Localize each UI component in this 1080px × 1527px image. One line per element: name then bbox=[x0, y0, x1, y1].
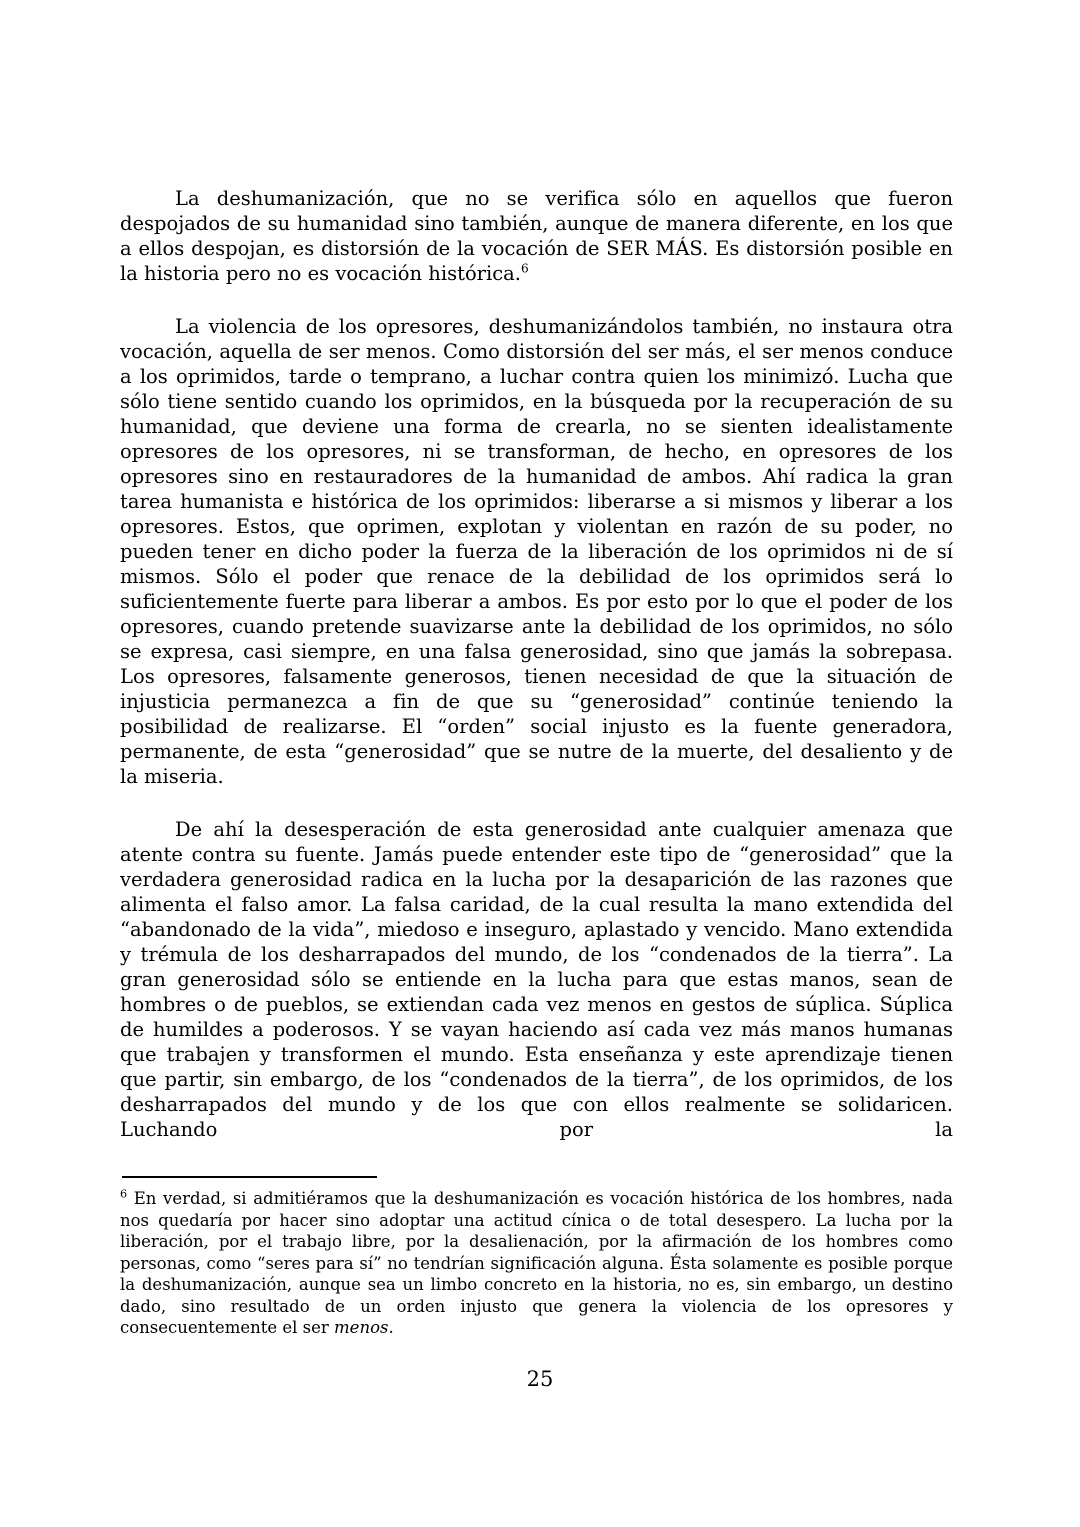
footnote-marker: 6 bbox=[120, 1187, 128, 1201]
footnote-reference: 6 bbox=[521, 261, 529, 276]
footnote-section bbox=[120, 1168, 953, 1339]
footnote bbox=[120, 1188, 953, 1339]
paragraph-1 bbox=[120, 186, 953, 286]
paragraph-1-text: La deshumanización, que no se verifica sólo en aquellos que fueron despojados de su humanidad sino también, aunque de manera diferente, en los que a ellos despojan, es distorsión de la vocación de SER MÁS. Es distorsión posible en la historia pero no es vocación histórica. bbox=[120, 187, 953, 285]
main-text bbox=[120, 186, 953, 1170]
footnote-separator-rule bbox=[122, 1176, 377, 1178]
paragraph-2: La violencia de los opresores, deshumanizándolos también, no instaura otra vocación, aquella de ser menos. Como distorsión del ser más, el ser menos conduce a los oprimidos, tarde o temprano, a luchar contra quien los minimizó. Lucha que sólo tiene sentido cuando los oprimidos, en la búsqueda por la recuperación de su humanidad, que deviene una forma de crearla, no se sienten idealistamente opresores de los opresores, ni se transforman, de hecho, en opresores de los opresores sino en restauradores de la humanidad de ambos. Ahí radica la gran tarea humanista e histórica de los oprimidos: liberarse a si mismos y liberar a los opresores. Estos, que oprimen, explotan y violentan en razón de su poder, no pueden tener en dicho poder la fuerza de la liberación de los oprimidos ni de sí mismos. Sólo el poder que renace de la debilidad de los oprimidos será lo suficientemente fuerte para liberar a ambos. Es por esto por lo que el poder de los opresores, cuando pretende suavizarse ante la debilidad de los oprimidos, no sólo se expresa, casi siempre, en una falsa generosidad, sino que jamás la sobrepasa. Los opresores, falsamente generosos, tienen necesidad de que la situación de injusticia permanezca a fin de que su “generosidad” continúe teniendo la posibilidad de realizarse. El “orden” social injusto es la fuente generadora, permanente, de esta “generosidad” que se nutre de la muerte, del desaliento y de la miseria. bbox=[120, 315, 953, 788]
page-number: 25 bbox=[526, 1367, 554, 1391]
paragraph-3: De ahí la desesperación de esta generosidad ante cualquier amenaza que atente contra su fuente. Jamás puede entender este tipo de “generosidad” que la verdadera generosidad radica en la lucha por la desaparición de las razones que alimenta el falso amor. La falsa caridad, de la cual resulta la mano extendida del “abandonado de la vida”, miedoso e inseguro, aplastado y vencido. Mano extendida y trémula de los desharrapados del mundo, de los “condenados de la tierra”. La gran generosidad sólo se entiende en la lucha para que estas manos, sean de hombres o de pueblos, se extiendan cada vez menos en gestos de súplica. Súplica de humildes a poderosos. Y se vayan haciendo así cada vez más manos humanas que trabajen y transformen el mundo. Esta enseñanza y este aprendizaje tienen que partir, sin embargo, de los “condenados de la tierra”, de los oprimidos, de los desharrapados del mundo y de los que con ellos realmente se solidaricen. Luchando por la bbox=[120, 818, 953, 1141]
footnote-emphasis: menos. bbox=[334, 1318, 394, 1337]
footnote-text: En verdad, si admitiéramos que la deshumanización es vocación histórica de los hombres, nada nos quedaría por hacer sino adoptar una actitud cínica o de total desespero. La lucha por la liberación, por el trabajo libre, por la desalienación, por la afirmación de los hombres como personas, como “seres para sí” no tendrían significación alguna. Ésta solamente es posible porque la deshumanización, aunque sea un limbo concreto en la historia, no es, sin embargo, un destino dado, sino resultado de un orden injusto que genera la violencia de los opresores y consecuentemente el ser bbox=[120, 1189, 954, 1337]
